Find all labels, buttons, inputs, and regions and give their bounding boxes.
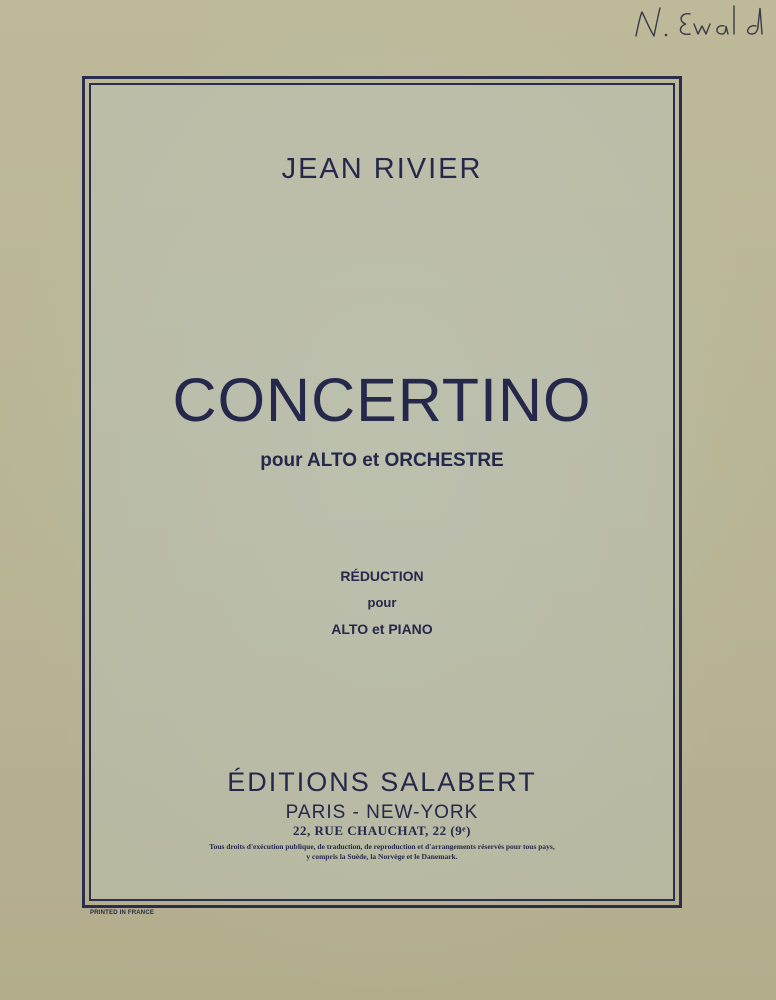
handwritten-signature [628, 0, 776, 48]
work-title: CONCERTINO [172, 366, 592, 434]
cover-border-inner [89, 83, 675, 901]
rights-notice-line-1: Tous droits d'exécution publique, de traduction, de reproduction et d'arrangements réservés pour tous pays, [209, 842, 555, 851]
composer-name: JEAN RIVIER [281, 153, 483, 185]
rights-notice-line-2: y compris la Suède, la Norvège et le Danemark. [306, 852, 458, 861]
publisher-name: ÉDITIONS SALABERT [227, 767, 537, 797]
printed-in-label: PRINTED IN FRANCE [90, 910, 155, 916]
publisher-address: 22, RUE CHAUCHAT, 22 (9ᵉ) [293, 823, 471, 838]
work-subtitle: pour ALTO et ORCHESTRE [260, 450, 504, 471]
reduction-label: RÉDUCTION [340, 568, 424, 584]
reduction-pour: pour [367, 595, 397, 610]
reduction-instrumentation: ALTO et PIANO [331, 621, 433, 637]
publisher-cities: PARIS - NEW-YORK [285, 802, 479, 823]
cover-border-outer [82, 76, 682, 908]
